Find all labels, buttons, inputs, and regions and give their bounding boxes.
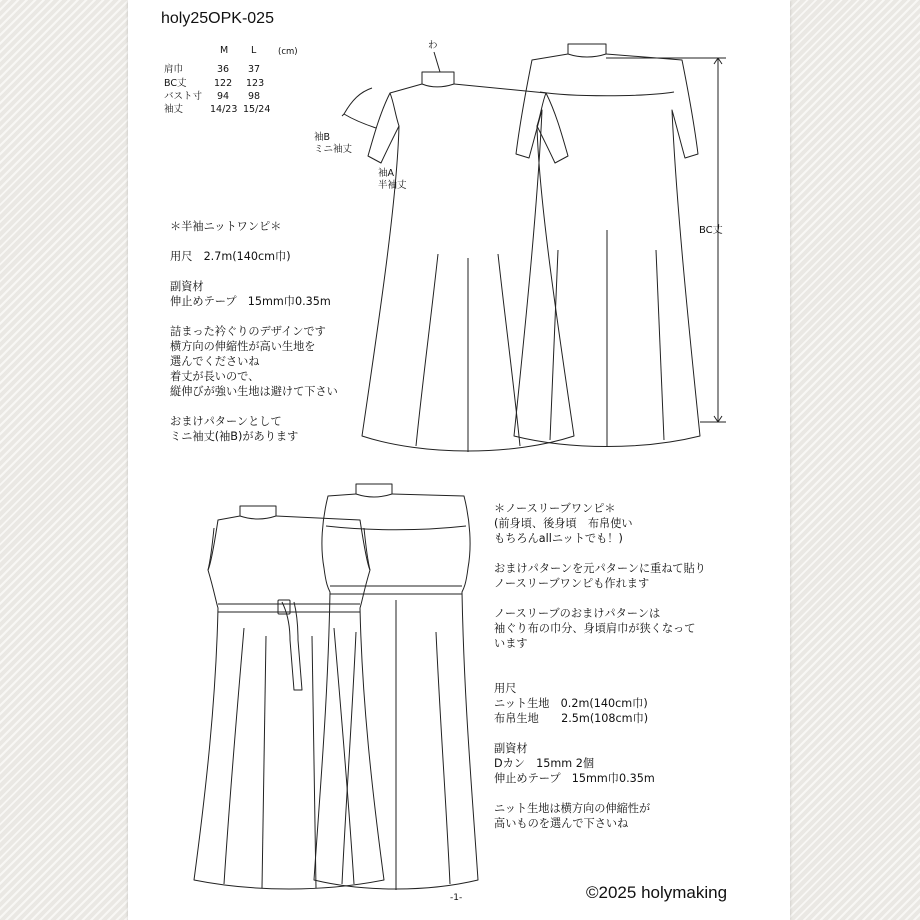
size-row-label: 袖丈 [164, 104, 184, 115]
bc-length-dimension [606, 58, 726, 422]
copyright-notice: ©2025 holymaking [586, 883, 728, 902]
size-row-m: 14/23 [210, 104, 238, 115]
bonus-line: ミニ袖丈(袖B)があります [170, 430, 299, 443]
closing-line: ニット生地は横方向の伸縮性が [494, 802, 651, 815]
size-row-l: 123 [246, 78, 265, 89]
note-line: 袖ぐり布の巾分、身頃肩巾が狭くなって [494, 622, 696, 635]
size-header-unit: (cm) [278, 47, 298, 57]
fold-leader-line [434, 52, 440, 72]
note-line: おまけパターンを元パターンに重ねて貼り [494, 562, 706, 575]
note-line: 選んでくださいね [170, 355, 260, 368]
size-header-l: L [251, 45, 257, 56]
size-row-label: バスト寸 [164, 91, 203, 102]
note-line: ノースリーブのおまけパターンは [494, 607, 661, 620]
pattern-code: holy25OPK-025 [161, 10, 274, 27]
notions-heading: 副資材 [170, 280, 204, 293]
size-row-m: 122 [214, 78, 233, 89]
short-sleeve-dress-front-drawing [362, 72, 574, 452]
short-sleeve-dress-back-drawing [514, 44, 700, 447]
section-title: ＊ノースリーブワンピ＊ [494, 502, 616, 515]
note-line: 縦伸びが強い生地は避けて下さい [170, 385, 338, 398]
subtitle-line: (前身頃、後身頃 布帛使い [494, 517, 633, 530]
sleeve-a-label: 袖A [378, 168, 394, 179]
bc-length-label: BC丈 [699, 225, 723, 236]
sleeveless-dress-front-drawing [194, 506, 384, 889]
sleeveless-description [494, 501, 706, 831]
notions-heading: 副資材 [494, 742, 528, 755]
mini-sleeve-drawing [342, 88, 376, 128]
pattern-sheet [128, 0, 790, 920]
closing-line: 高いものを選んで下さいね [494, 817, 629, 830]
sleeve-a-sublabel: 半袖丈 [378, 180, 407, 191]
short-sleeve-description [170, 219, 338, 444]
yardage-line: 布帛生地 2.5m(108cm巾) [494, 712, 649, 725]
size-row-label: BC丈 [164, 78, 187, 89]
sleeve-b-label: 袖B [314, 132, 331, 143]
fold-label: わ [428, 40, 438, 51]
size-row-l: 15/24 [243, 104, 271, 115]
note-line: います [494, 637, 528, 650]
section-title: ＊半袖ニットワンピ＊ [170, 220, 282, 233]
yardage-heading: 用尺 [494, 682, 517, 695]
size-row-m: 36 [217, 64, 230, 75]
note-line: 着丈が長いので、 [170, 370, 260, 383]
size-row-m: 94 [217, 91, 230, 102]
note-line: 横方向の伸縮性が高い生地を [170, 340, 316, 353]
subtitle-line: もちろんallニットでも！) [494, 532, 623, 545]
notions-line: 伸止めテープ 15mm巾0.35m [494, 772, 655, 785]
note-line: ノースリーブワンピも作れます [494, 577, 650, 590]
size-header-m: M [220, 45, 229, 56]
size-row-label: 肩巾 [164, 64, 184, 75]
sleeve-b-sublabel: ミニ袖丈 [314, 144, 353, 155]
size-row-l: 98 [248, 91, 261, 102]
page-number: -1- [450, 893, 463, 903]
size-row-l: 37 [248, 64, 261, 75]
yardage: 用尺 2.7m(140cm巾) [170, 250, 291, 263]
notions: 伸止めテープ 15mm巾0.35m [170, 295, 331, 308]
notions-line: Dカン 15mm 2個 [494, 757, 595, 770]
bonus-line: おまけパターンとして [170, 415, 282, 428]
note-line: 詰まった衿ぐりのデザインです [170, 325, 326, 338]
yardage-line: ニット生地 0.2m(140cm巾) [494, 697, 648, 710]
